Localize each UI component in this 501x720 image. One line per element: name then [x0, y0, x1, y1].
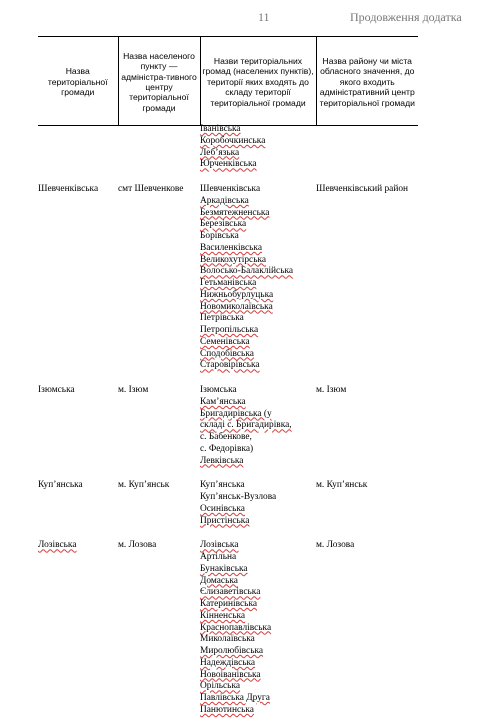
header-hromada-name: Назва територіальної громади — [38, 37, 118, 126]
member-item: Левківська — [200, 455, 244, 466]
continuation-label: Продовження додатка — [350, 10, 462, 24]
member-item: складі с. Бригадирівка, — [200, 420, 292, 431]
member-item: Аркадівська — [200, 195, 249, 206]
member-list — [200, 385, 315, 467]
member-item: с. Федорівка) — [200, 443, 254, 454]
member-item: Новоіванівська — [200, 669, 261, 680]
member-item: Лозівська — [200, 540, 239, 551]
table-row — [38, 184, 418, 385]
district: м. Лозова — [316, 540, 355, 551]
member-item: Кінненська — [200, 610, 246, 621]
member-item: Безмятежненська — [200, 207, 270, 218]
member-item: Лебʼязька — [200, 147, 240, 158]
admin-center: м. Лозова — [118, 540, 157, 551]
member-item: Ізюмська — [200, 385, 237, 395]
district: м. Купʼянськ — [316, 480, 368, 491]
member-item: Новомиколаївська — [200, 301, 273, 312]
member-item: Березівська — [200, 219, 247, 230]
member-item: Петропільська — [200, 325, 259, 335]
hromada-name: Лозівська — [38, 540, 77, 551]
header-admin-center: Назва населеного пункту — адміністра-тивного центру територіальної громади — [118, 37, 200, 126]
member-item: Шевченківська — [200, 184, 261, 194]
table-row — [38, 385, 418, 480]
table-row — [38, 480, 418, 540]
member-item: Краснопавлівська — [200, 622, 272, 633]
member-list — [200, 540, 315, 716]
header-district: Назва району чи міста обласного значення, до якого входить адміністративний центр територіальної громади — [316, 37, 418, 126]
district: Шевченківський район — [316, 184, 409, 194]
header-member-hromadas: Назви територіальних громад (населених пунктів), території яких входять до складу території територіальної громади — [200, 37, 316, 126]
member-item: с. Бабенкове, — [200, 432, 252, 442]
member-item: Катеринівська — [200, 599, 258, 609]
member-item: Надеждівська — [200, 657, 256, 668]
member-item: Артільна — [200, 552, 237, 562]
member-item: Сподобівська — [200, 348, 254, 359]
carryover-list — [200, 124, 315, 171]
member-list — [200, 480, 315, 527]
member-item: Старовірівська — [200, 360, 260, 371]
member-item: Гетьманівська — [200, 278, 257, 288]
member-item: Василенківська — [200, 242, 262, 253]
member-item: Павлівська Друга — [200, 693, 270, 703]
hromada-name: Шевченківська — [38, 184, 99, 194]
member-item: Великохутірська — [200, 254, 267, 265]
table-header-row — [38, 37, 418, 126]
member-item: Коробочкинська — [200, 135, 266, 146]
member-item: Іванівська — [200, 124, 241, 134]
member-item: Єлизаветівська — [200, 587, 261, 598]
admin-center: смт Шевченкове — [118, 184, 184, 194]
hromada-table — [38, 36, 418, 717]
table-row — [38, 540, 418, 716]
member-item: Осинівська — [200, 503, 245, 514]
member-list — [200, 184, 315, 372]
page-number: 11 — [258, 10, 270, 24]
member-item: Домаська — [200, 575, 238, 586]
member-item: Миролюбівська — [200, 646, 264, 656]
member-item: Семенівська — [200, 336, 250, 347]
member-item: Петрівська — [200, 313, 244, 324]
admin-center: м. Ізюм — [118, 385, 149, 395]
carryover-row — [38, 126, 418, 185]
member-item: Орільська — [200, 681, 241, 692]
district: м. Ізюм — [316, 385, 347, 395]
member-item: Панютинська — [200, 704, 254, 715]
member-item: Купʼянська — [200, 480, 245, 491]
admin-center: м. Купʼянськ — [118, 480, 170, 491]
member-item: Борівська — [200, 231, 239, 241]
member-item: Юрченківська — [200, 159, 257, 170]
member-item: Камʼянська — [200, 396, 246, 407]
member-item: Купʼянськ-Вузлова — [200, 492, 277, 502]
member-item: Бригадирівська (у — [200, 408, 272, 419]
member-item: Миколаївська — [200, 634, 255, 645]
hromada-name: Купʼянська — [38, 480, 83, 491]
member-item: Нижньобурлуцька — [200, 289, 274, 300]
member-item: Волосько-Балаклійська — [200, 266, 294, 277]
member-item: Пристінська — [200, 515, 250, 526]
hromada-name: Ізюмська — [38, 385, 75, 395]
member-item: Бунаківська — [200, 563, 248, 574]
